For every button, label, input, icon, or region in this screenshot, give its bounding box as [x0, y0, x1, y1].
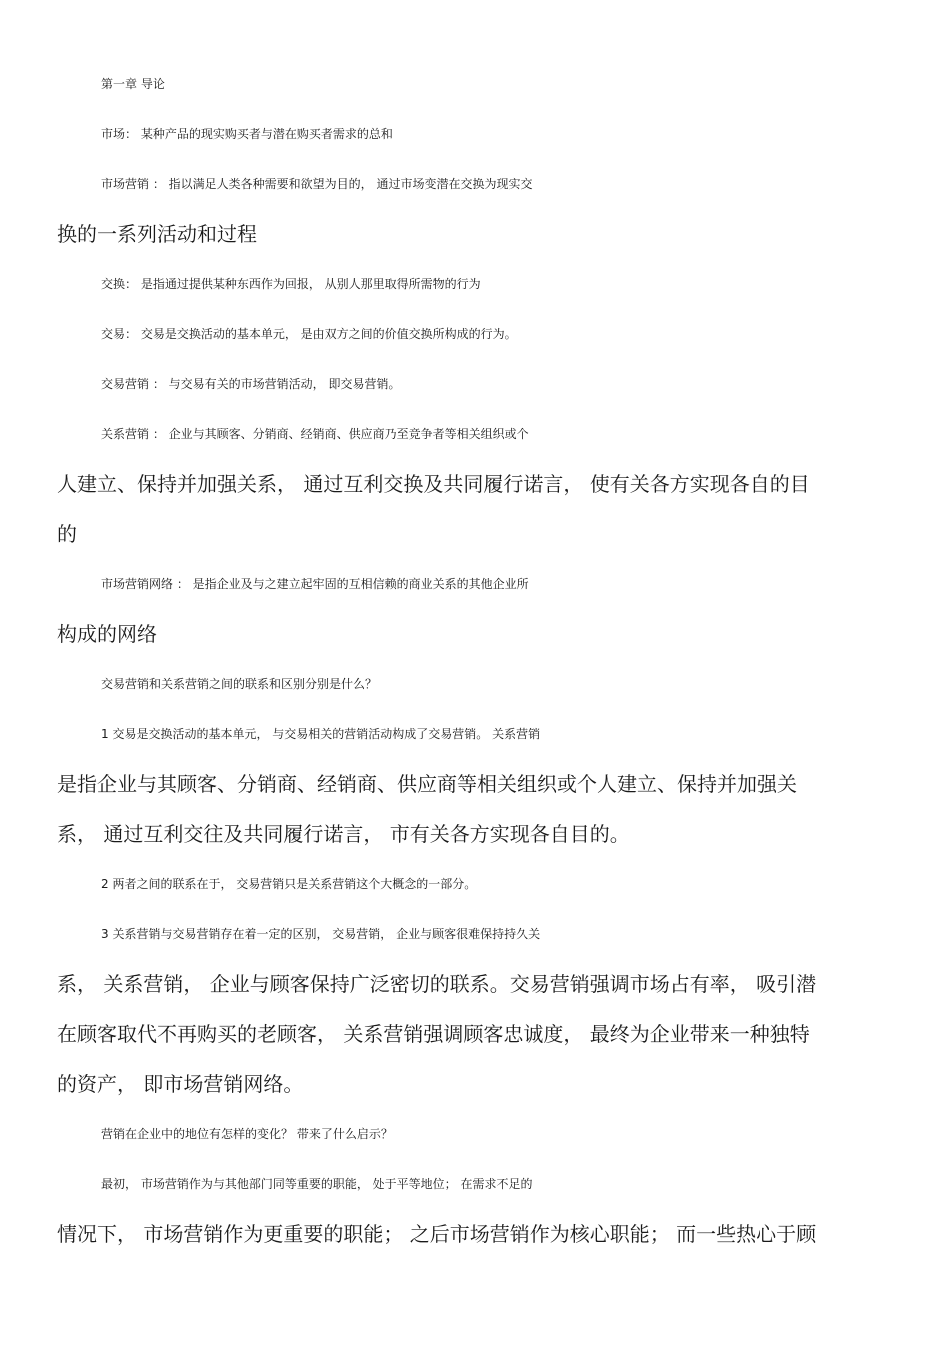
paragraph-line: 是指企业与其顾客、分销商、经销商、供应商等相关组织或个人建立、保持并加强关 [57, 772, 797, 796]
paragraph-line: 系， 通过互利交往及共同履行诺言， 市有关各方实现各自目的。 [57, 822, 630, 846]
paragraph-line: 交换： 是指通过提供某种东西作为回报， 从别人那里取得所需物的行为 [101, 277, 481, 291]
paragraph-line: 构成的网络 [57, 622, 157, 646]
paragraph-line: 3 关系营销与交易营销存在着一定的区别， 交易营销， 企业与顾客很难保持持久关 [101, 927, 541, 941]
paragraph-line: 市场营销 ： 指以满足人类各种需要和欲望为目的， 通过市场变潜在交换为现实交 [101, 177, 533, 191]
question-line: 交易营销和关系营销之间的联系和区别分别是什么？ [101, 677, 378, 691]
paragraph-line: 换的一系列活动和过程 [57, 222, 257, 246]
paragraph-line: 交易营销 ： 与交易有关的市场营销活动， 即交易营销。 [101, 377, 401, 391]
paragraph-line: 市场： 某种产品的现实购买者与潜在购买者需求的总和 [101, 127, 393, 141]
paragraph-line: 在顾客取代不再购买的老顾客， 关系营销强调顾客忠诚度， 最终为企业带来一种独特 [57, 1022, 810, 1046]
paragraph-line: 关系营销 ： 企业与其顾客、分销商、经销商、供应商乃至竞争者等相关组织或个 [101, 427, 529, 441]
paragraph-line: 最初， 市场营销作为与其他部门同等重要的职能， 处于平等地位； 在需求不足的 [101, 1177, 533, 1191]
paragraph-line: 1 交易是交换活动的基本单元， 与交易相关的营销活动构成了交易营销。 关系营销 [101, 727, 541, 741]
paragraph-line: 的资产， 即市场营销网络。 [57, 1072, 304, 1096]
paragraph-line: 市场营销网络 ： 是指企业及与之建立起牢固的互相信赖的商业关系的其他企业所 [101, 577, 529, 591]
paragraph-line: 系， 关系营销， 企业与顾客保持广泛密切的联系。交易营销强调市场占有率， 吸引潜 [57, 972, 817, 996]
paragraph-line: 情况下， 市场营销作为更重要的职能； 之后市场营销作为核心职能； 而一些热心于顾 [57, 1222, 817, 1246]
paragraph-line: 的 [57, 522, 77, 546]
question-line: 营销在企业中的地位有怎样的变化？ 带来了什么启示？ [101, 1127, 393, 1141]
paragraph-line: 人建立、保持并加强关系， 通过互利交换及共同履行诺言， 使有关各方实现各自的目 [57, 472, 810, 496]
paragraph-line: 2 两者之间的联系在于， 交易营销只是关系营销这个大概念的一部分。 [101, 877, 477, 891]
chapter-heading: 第一章 导论 [101, 77, 165, 91]
paragraph-line: 交易： 交易是交换活动的基本单元， 是由双方之间的价值交换所构成的行为。 [101, 327, 517, 341]
